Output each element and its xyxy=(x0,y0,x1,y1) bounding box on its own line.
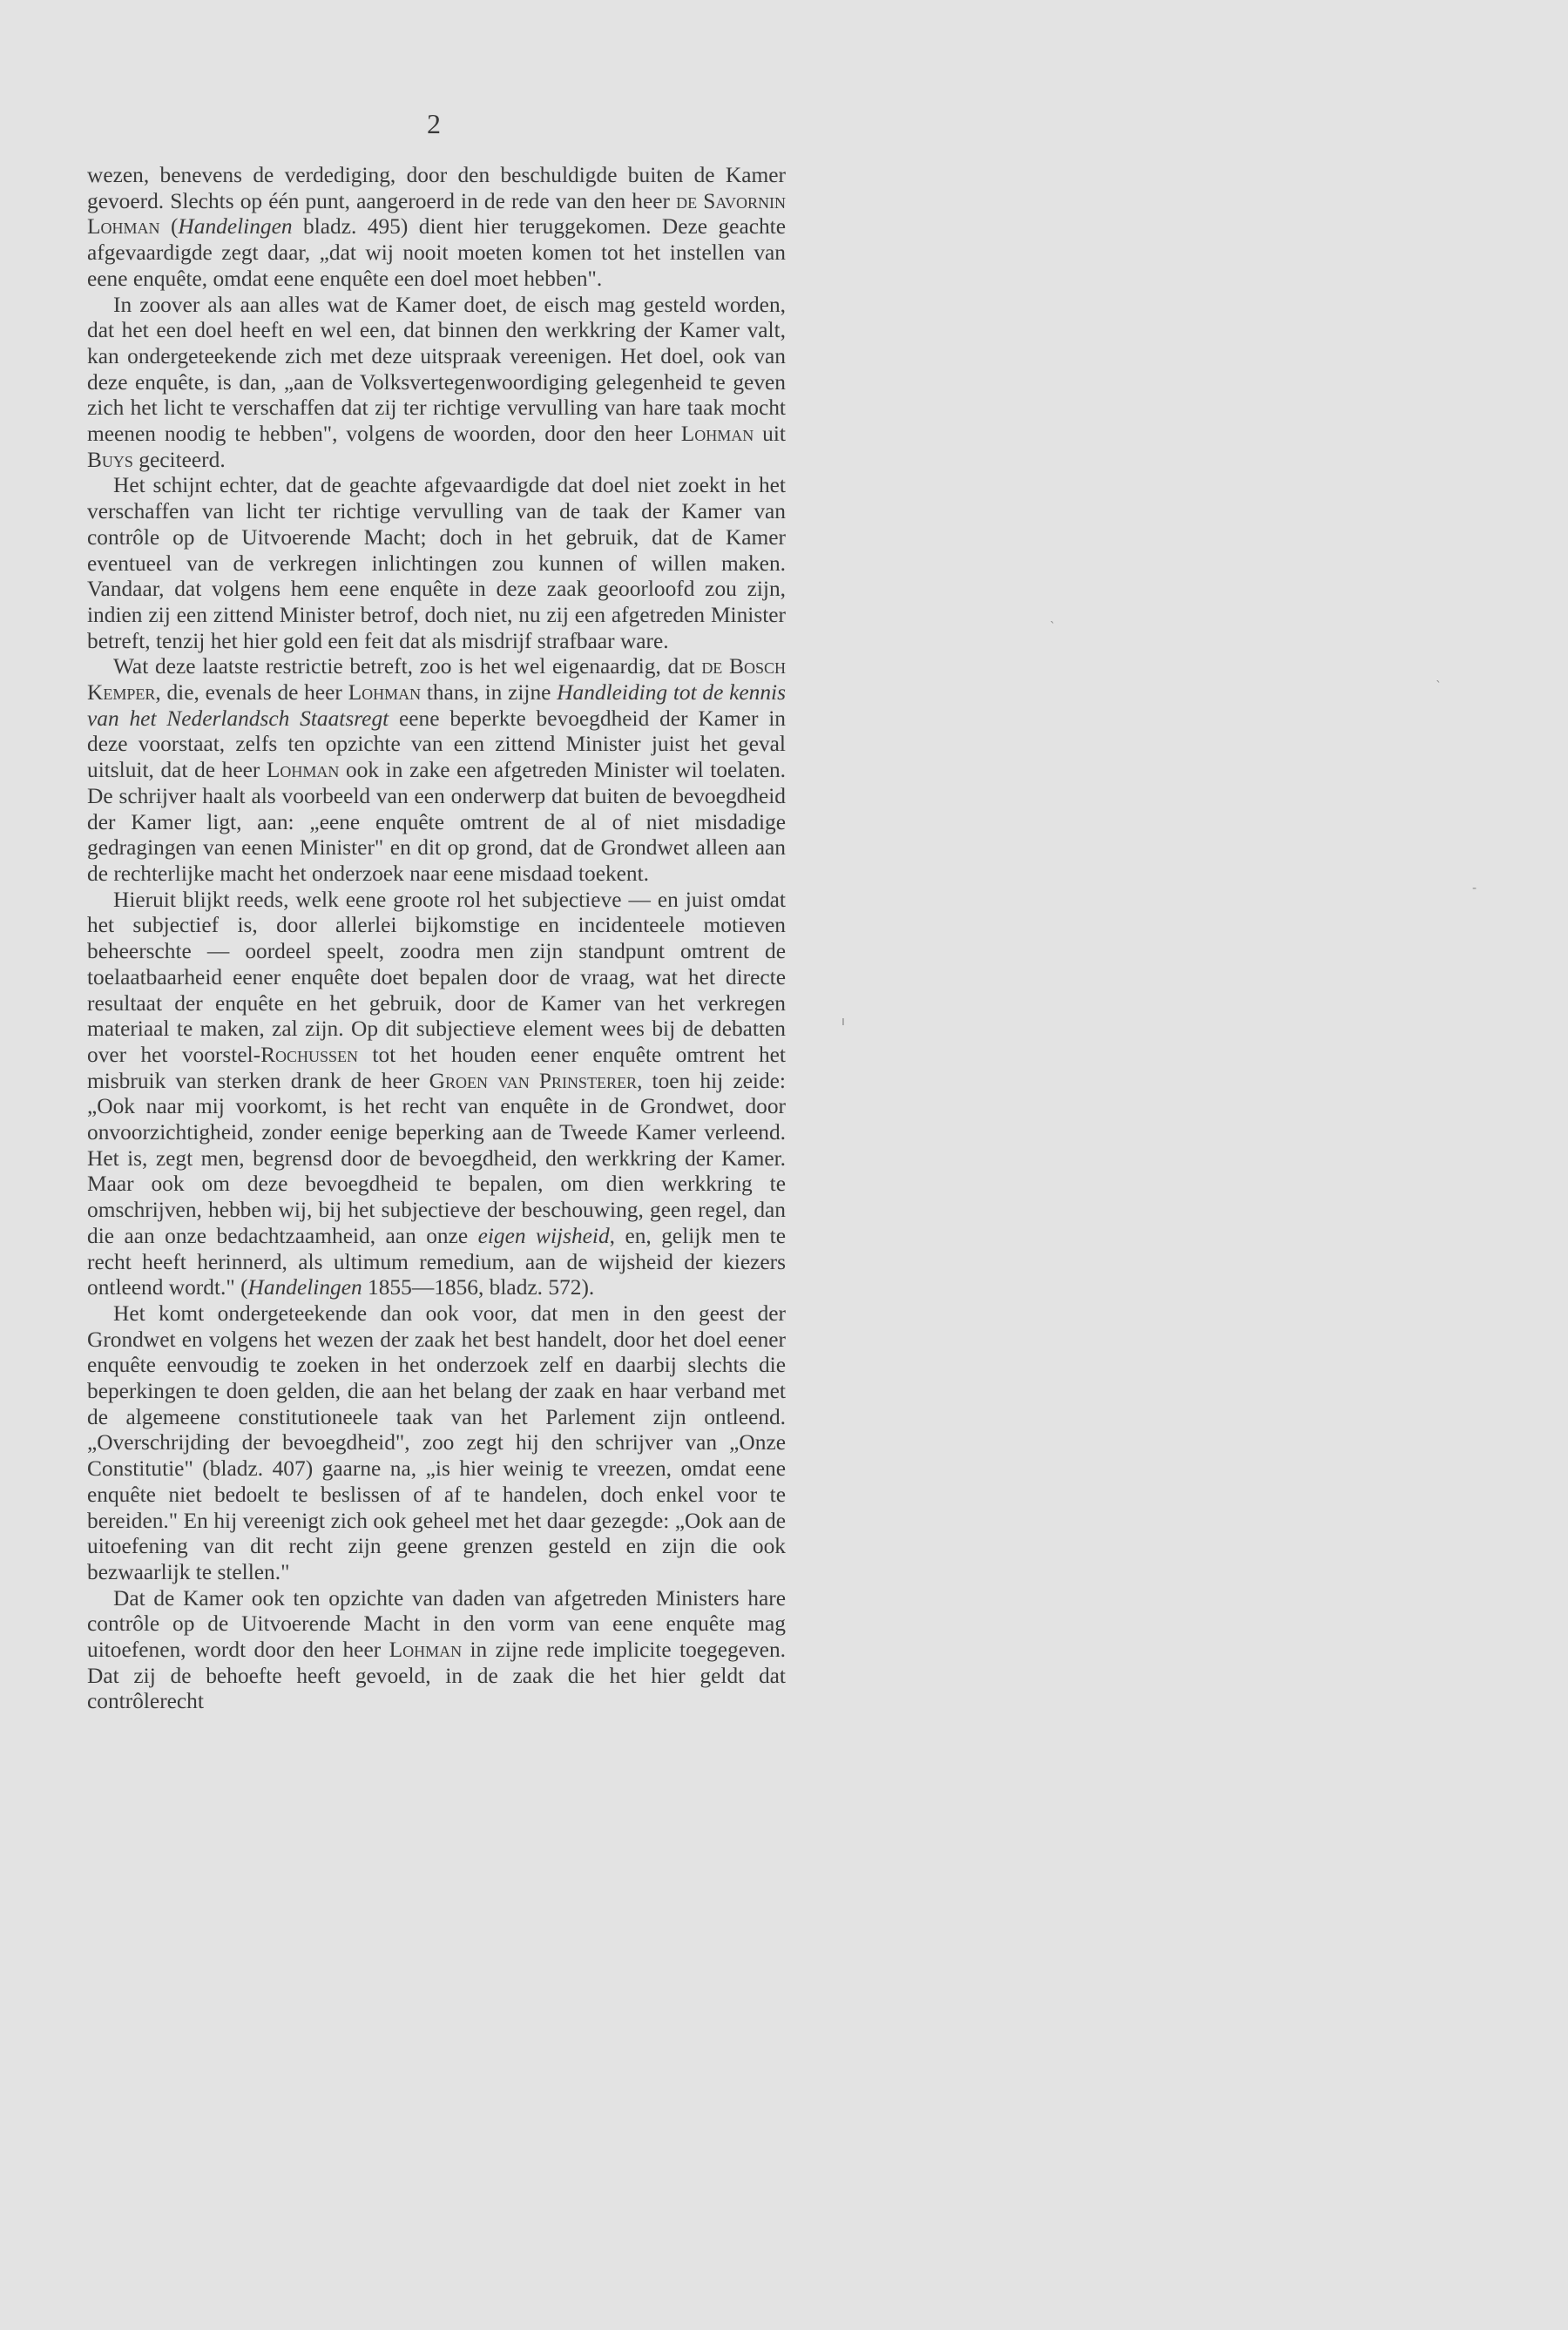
text-run: 1855—1856, bladz. 572). xyxy=(362,1275,595,1300)
body-text xyxy=(87,163,786,1715)
name-smallcaps: Lohman xyxy=(389,1638,463,1663)
name-smallcaps: Lohman xyxy=(266,758,340,783)
name-smallcaps: Buys xyxy=(87,447,133,472)
page-number: 2 xyxy=(427,108,441,139)
text-run: Wat deze laatste restrictie betreft, zoo is het wel eigenaardig, dat xyxy=(113,654,702,679)
name-smallcaps: Groen van Prinsterer xyxy=(429,1068,638,1093)
text-run: ook in zake een afgetreden Minister wil toelaten. De schrijver haalt als voorbeeld van een onderwerp dat buiten de bevoegdheid der Kamer ligt, aan: „eene enquête omtrent de al of niet misdadige gedragingen van eenen Minister" en dit op grond, dat de Grondwet alleen aan de rechterlijke macht het onderzoek naar eene misdaad toekent. xyxy=(87,758,786,886)
italic-run: Handleiding tot de kennis van het Nederlandsch Staatsregt xyxy=(87,680,786,731)
paragraph xyxy=(87,163,786,293)
paragraph xyxy=(87,293,786,474)
text-run: tot het houden eener enquête omtrent het misbruik van sterken drank de heer xyxy=(87,1042,786,1093)
name-smallcaps: de Bosch Kemper xyxy=(87,654,787,706)
text-run: geciteerd. xyxy=(132,447,226,472)
text-run: wezen, benevens de verdediging, door den beschuldigde buiten de Kamer gevoerd. Slechts op één punt, aangeroerd in de rede van den heer xyxy=(87,163,786,213)
paragraph xyxy=(87,654,786,887)
text-run: uit xyxy=(754,422,786,447)
scan-speck: ˎ xyxy=(1436,669,1442,683)
scan-speck: - xyxy=(1472,881,1477,895)
italic-run: Handelingen xyxy=(178,214,293,240)
name-smallcaps: de Savornin Lohman xyxy=(87,188,786,240)
italic-run: Handelingen xyxy=(247,1275,362,1300)
paragraph xyxy=(87,473,786,654)
text-run: Het komt ondergeteekende dan ook voor, dat men in den geest der Grondwet en volgens het wezen der zaak het best handelt, door het doel eener enquête eenvoudig te zoeken in het onderzoek zelf en daarbij slechts die beperkingen te doen gelden, die aan het belang der zaak en haar verband met de algemeene constitutioneele taak van het Parlement zijn ontleend. „Overschrijding der bevoegdheid", zoo zegt hij den schrijver van „Onze Constitutie" (bladz. 407) gaarne na, „is hier weinig te vreezen, omdat eene enquête niet bedoelt te beslissen of af te handelen, doch enkel voor te bereiden." En hij vereenigt zich ook geheel met het daar gezegde: „Ook aan de uitoefening van dit recht zijn geene grenzen gesteld en zijn die ook bezwaarlijk te stellen." xyxy=(87,1300,786,1584)
name-smallcaps: Lohman xyxy=(348,680,422,706)
text-run: in zijne rede implicite toegegeven. Dat zij de behoefte heeft gevoeld, in de zaak die het hier geldt dat contrôlerecht xyxy=(87,1638,786,1714)
text-run: , toen hij zeide: „Ook naar mij voorkomt, is het recht van enquête in de Grondwet, door onvoorzichtigheid, zonder eenige beperking aan de Tweede Kamer verleend. Het is, zegt men, begrensd door de bevoegdheid, den werkkring der Kamer. Maar ook om deze bevoegdheid te bepalen, om dien werkkring te omschrijven, hebben wij, bij het subjectieve der beschouwing, geen regel, dan die aan onze bedachtzaamheid, aan onze xyxy=(87,1068,786,1248)
paragraph xyxy=(87,1301,786,1586)
paragraph xyxy=(87,888,786,1301)
text-run: Hieruit blijkt reeds, welk eene groote rol het subjectieve — en juist omdat het subjectief is, door allerlei bijkomstige en incidenteele motieven beheerschte — oordeel speelt, zoodra men zijn standpunt omtrent de toelaatbaarheid eener enquête doet bepalen door de vraag, wat het directe resultaat der enquête en het gebruik, door de Kamer van het verkregen materiaal te maken, zal zijn. Op dit subjectieve element wees bij de debatten over het voorstel- xyxy=(87,887,786,1067)
paragraph xyxy=(87,1586,786,1716)
text-run: , en, gelijk men te recht heeft herinnerd, als ultimum remedium, aan de wijsheid der kiezers ontleend wordt." ( xyxy=(87,1223,786,1300)
name-smallcaps: Lohman xyxy=(680,422,754,447)
text-run: bladz. 495) dient hier teruggekomen. Deze geachte afgevaardigde zegt daar, „dat wij nooit moeten komen tot het instellen van eene enquête, omdat eene enquête een doel moet hebben". xyxy=(87,214,786,291)
text-run: Dat de Kamer ook ten opzichte van daden van afgetreden Ministers hare contrôle op de Uitvoerende Macht in den vorm van eene enquête mag uitoefenen, wordt door den heer xyxy=(87,1585,786,1663)
text-run: , die, evenals de heer xyxy=(155,680,348,706)
text-run: thans, in zijne xyxy=(421,680,558,706)
text-run: ( xyxy=(159,214,179,240)
text-run: eene beperkte bevoegdheid der Kamer in deze voorstaat, zelfs ten opzichte van een zittend Minister juist het geval uitsluit, dat de heer xyxy=(87,706,786,783)
text-run: In zoover als aan alles wat de Kamer doet, de eisch mag gesteld worden, dat het een doel heeft en wel een, dat binnen den werkkring der Kamer valt, kan ondergeteekende zich met deze uitspraak vereenigen. Het doel, ook van deze enquête, is dan, „aan de Volksvertegenwoordiging gelegenheid te geven zich het licht te verschaffen dat zij ter richtige vervulling van hare taak mocht meenen noodig te hebben", volgens de woorden, door den heer xyxy=(87,292,786,447)
scan-speck: ˎ xyxy=(1050,610,1056,624)
italic-run: eigen wijsheid xyxy=(477,1223,610,1248)
name-smallcaps: Rochussen xyxy=(260,1042,359,1067)
text-run: Het schijnt echter, dat de geachte afgevaardigde dat doel niet zoekt in het verschaffen van licht ter richtige vervulling van de taak der Kamer van contrôle op de Uitvoerende Macht; doch in het gebruik, dat de Kamer eventueel van de verkregen inlichtingen zou kunnen of willen maken. Vandaar, dat volgens hem eene enquête in deze zaak geoorloofd zou zijn, indien zij een zittend Minister betrof, doch niet, nu zij een afgetreden Minister betreft, tenzij het hier gold een feit dat als misdrijf strafbaar ware. xyxy=(87,473,786,653)
scan-speck: ı xyxy=(841,1015,845,1029)
